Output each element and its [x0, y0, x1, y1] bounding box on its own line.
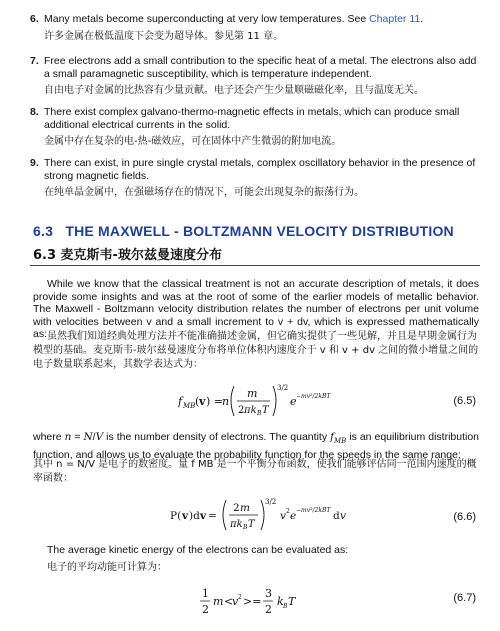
list-item-8 [30, 106, 480, 148]
svg-text:B: B [243, 524, 248, 531]
equation-6-5 [0, 378, 500, 424]
svg-text:B: B [283, 603, 288, 610]
svg-text:2: 2 [265, 603, 272, 616]
svg-text:v: v [232, 595, 239, 608]
svg-text:(: ( [195, 395, 200, 408]
svg-text:=: = [208, 510, 217, 522]
svg-text:3/2: 3/2 [277, 384, 289, 392]
svg-text:πk: πk [230, 519, 243, 530]
svg-text:d: d [333, 510, 340, 522]
svg-text:m: m [247, 387, 258, 400]
svg-text:−mv²/2kBT: −mv²/2kBT [296, 507, 331, 514]
svg-text:T: T [288, 595, 296, 608]
svg-text:3: 3 [265, 587, 272, 600]
list-number: 9. [30, 157, 39, 169]
svg-text:v: v [200, 510, 207, 522]
svg-text:B: B [257, 410, 262, 417]
item-text-en: There can exist, in pure single crystal metals, complex oscillatory behavior in the presence of strong magnetic fields. [44, 157, 476, 182]
svg-text:3/2: 3/2 [265, 498, 277, 506]
svg-text:2: 2 [233, 502, 240, 514]
svg-text:T: T [262, 405, 269, 416]
svg-text:>=: >= [243, 595, 262, 608]
svg-text:e: e [290, 510, 297, 522]
equation-graphic [178, 378, 358, 424]
svg-text:−mv²/2kBT: −mv²/2kBT [296, 393, 331, 400]
svg-text:f: f [178, 395, 183, 408]
equation-number: (6.5) [453, 395, 476, 407]
equation-graphic [170, 494, 350, 540]
item-text-zh: 许多金属在极低温度下会变为超导体。参见第 11 章。 [44, 30, 284, 42]
svg-text:v: v [340, 510, 346, 522]
paragraph-3-zh: 电子的平均动能可计算为： [47, 562, 167, 573]
section-title-en: 6.3 THE MAXWELL - BOLTZMANN VELOCITY DISTRIBUTION [33, 223, 454, 239]
equation-graphic [200, 582, 310, 626]
svg-text:2: 2 [238, 594, 242, 601]
list-item-9 [30, 157, 480, 199]
svg-text:2: 2 [286, 508, 290, 515]
item-text-zh: 金属中存在复杂的电-热-磁效应，可在固体中产生微弱的附加电流。 [44, 136, 342, 147]
svg-text:e: e [290, 395, 297, 408]
svg-text:<: < [224, 595, 234, 608]
svg-text:2: 2 [238, 405, 245, 416]
item-text-en: Free electrons add a small contribution to the specific heat of a metal. The electrons also add a small paramagnetic susceptibility, which is temperature independent. [44, 55, 477, 80]
svg-text:1: 1 [202, 587, 209, 600]
section-title-zh: 6.3 麦克斯韦-玻尔兹曼速度分布 [33, 248, 222, 263]
list-number: 6. [30, 13, 39, 25]
section-divider [30, 265, 480, 266]
svg-text:v: v [182, 510, 189, 522]
equation-number: (6.6) [453, 511, 476, 523]
item-text-en: There exist complex galvano-thermo-magnetic effects in metals, which can produce small additional electrical currents in the solid. [44, 106, 460, 131]
item-text-zh: 自由电子对金属的比热容有少量贡献。电子还会产生少量顺磁磁化率，且与温度无关。 [44, 85, 424, 96]
svg-text:)d: )d [189, 510, 200, 522]
list-number: 8. [30, 106, 39, 118]
paragraph-2-zh: 其中 n = N/V 是电子的数密度。量 f MB 是一个平衡分布函数，使我们能够评估同一范围内速度的概率函数： [33, 459, 477, 484]
svg-text:2: 2 [202, 603, 209, 616]
svg-text:k: k [277, 595, 284, 608]
list-number: 7. [30, 55, 39, 67]
svg-text:MB: MB [183, 402, 196, 410]
item-text-en: Many metals become superconducting at very low temperatures. See Chapter 11. [44, 13, 424, 25]
paragraph-1-en: While we know that the classical treatment is not an accurate description of metals, it does provide some insights and was at the root of some of the earlier models of metallic behavior. The Maxwell - Boltzmann velocity distribution relates the number of electrons per unit volume with velocities between v and a small increment to v + dv, which is expressed mathematically as: [33, 278, 479, 340]
paragraph-1-zh: 虽然我们知道经典处理方法并不能准确描述金属，但它确实提供了一些见解，并且是早期金属行为模型的基础。麦克斯韦-玻尔兹曼速度分布将单位体积内速度介于 v 和 v + dv 之间的微小增量之间的电子数量联系起来，其数学表达式为： [33, 331, 479, 370]
svg-text:v: v [280, 510, 286, 522]
svg-text:m: m [213, 595, 224, 608]
svg-text:n: n [222, 395, 230, 408]
equation-number: (6.7) [453, 592, 476, 604]
item-text-zh: 在纯单晶金属中，在强磁场存在的情况下，可能会出现复杂的振荡行为。 [44, 187, 364, 198]
svg-text:T: T [248, 519, 255, 530]
svg-text:) =: ) = [206, 395, 224, 408]
equation-6-6 [0, 494, 500, 540]
svg-text:m: m [240, 502, 250, 514]
equation-6-7 [0, 582, 500, 626]
paragraph-3-en: The average kinetic energy of the electrons can be evaluated as: [47, 544, 349, 556]
list-item-7 [30, 55, 480, 97]
chapter-link[interactable]: Chapter 11 [369, 13, 421, 25]
svg-text:πk: πk [244, 405, 257, 416]
paragraph-2-en: where n = N/V is the number density of electrons. The quantity $f_{MB}$ is an equilibrium distribution function, and allows us to evaluate the probability function for the speeds in the same range: [33, 431, 480, 461]
svg-text:v: v [199, 395, 206, 408]
list-item-6 [30, 13, 480, 43]
svg-text:P(: P( [170, 510, 182, 522]
